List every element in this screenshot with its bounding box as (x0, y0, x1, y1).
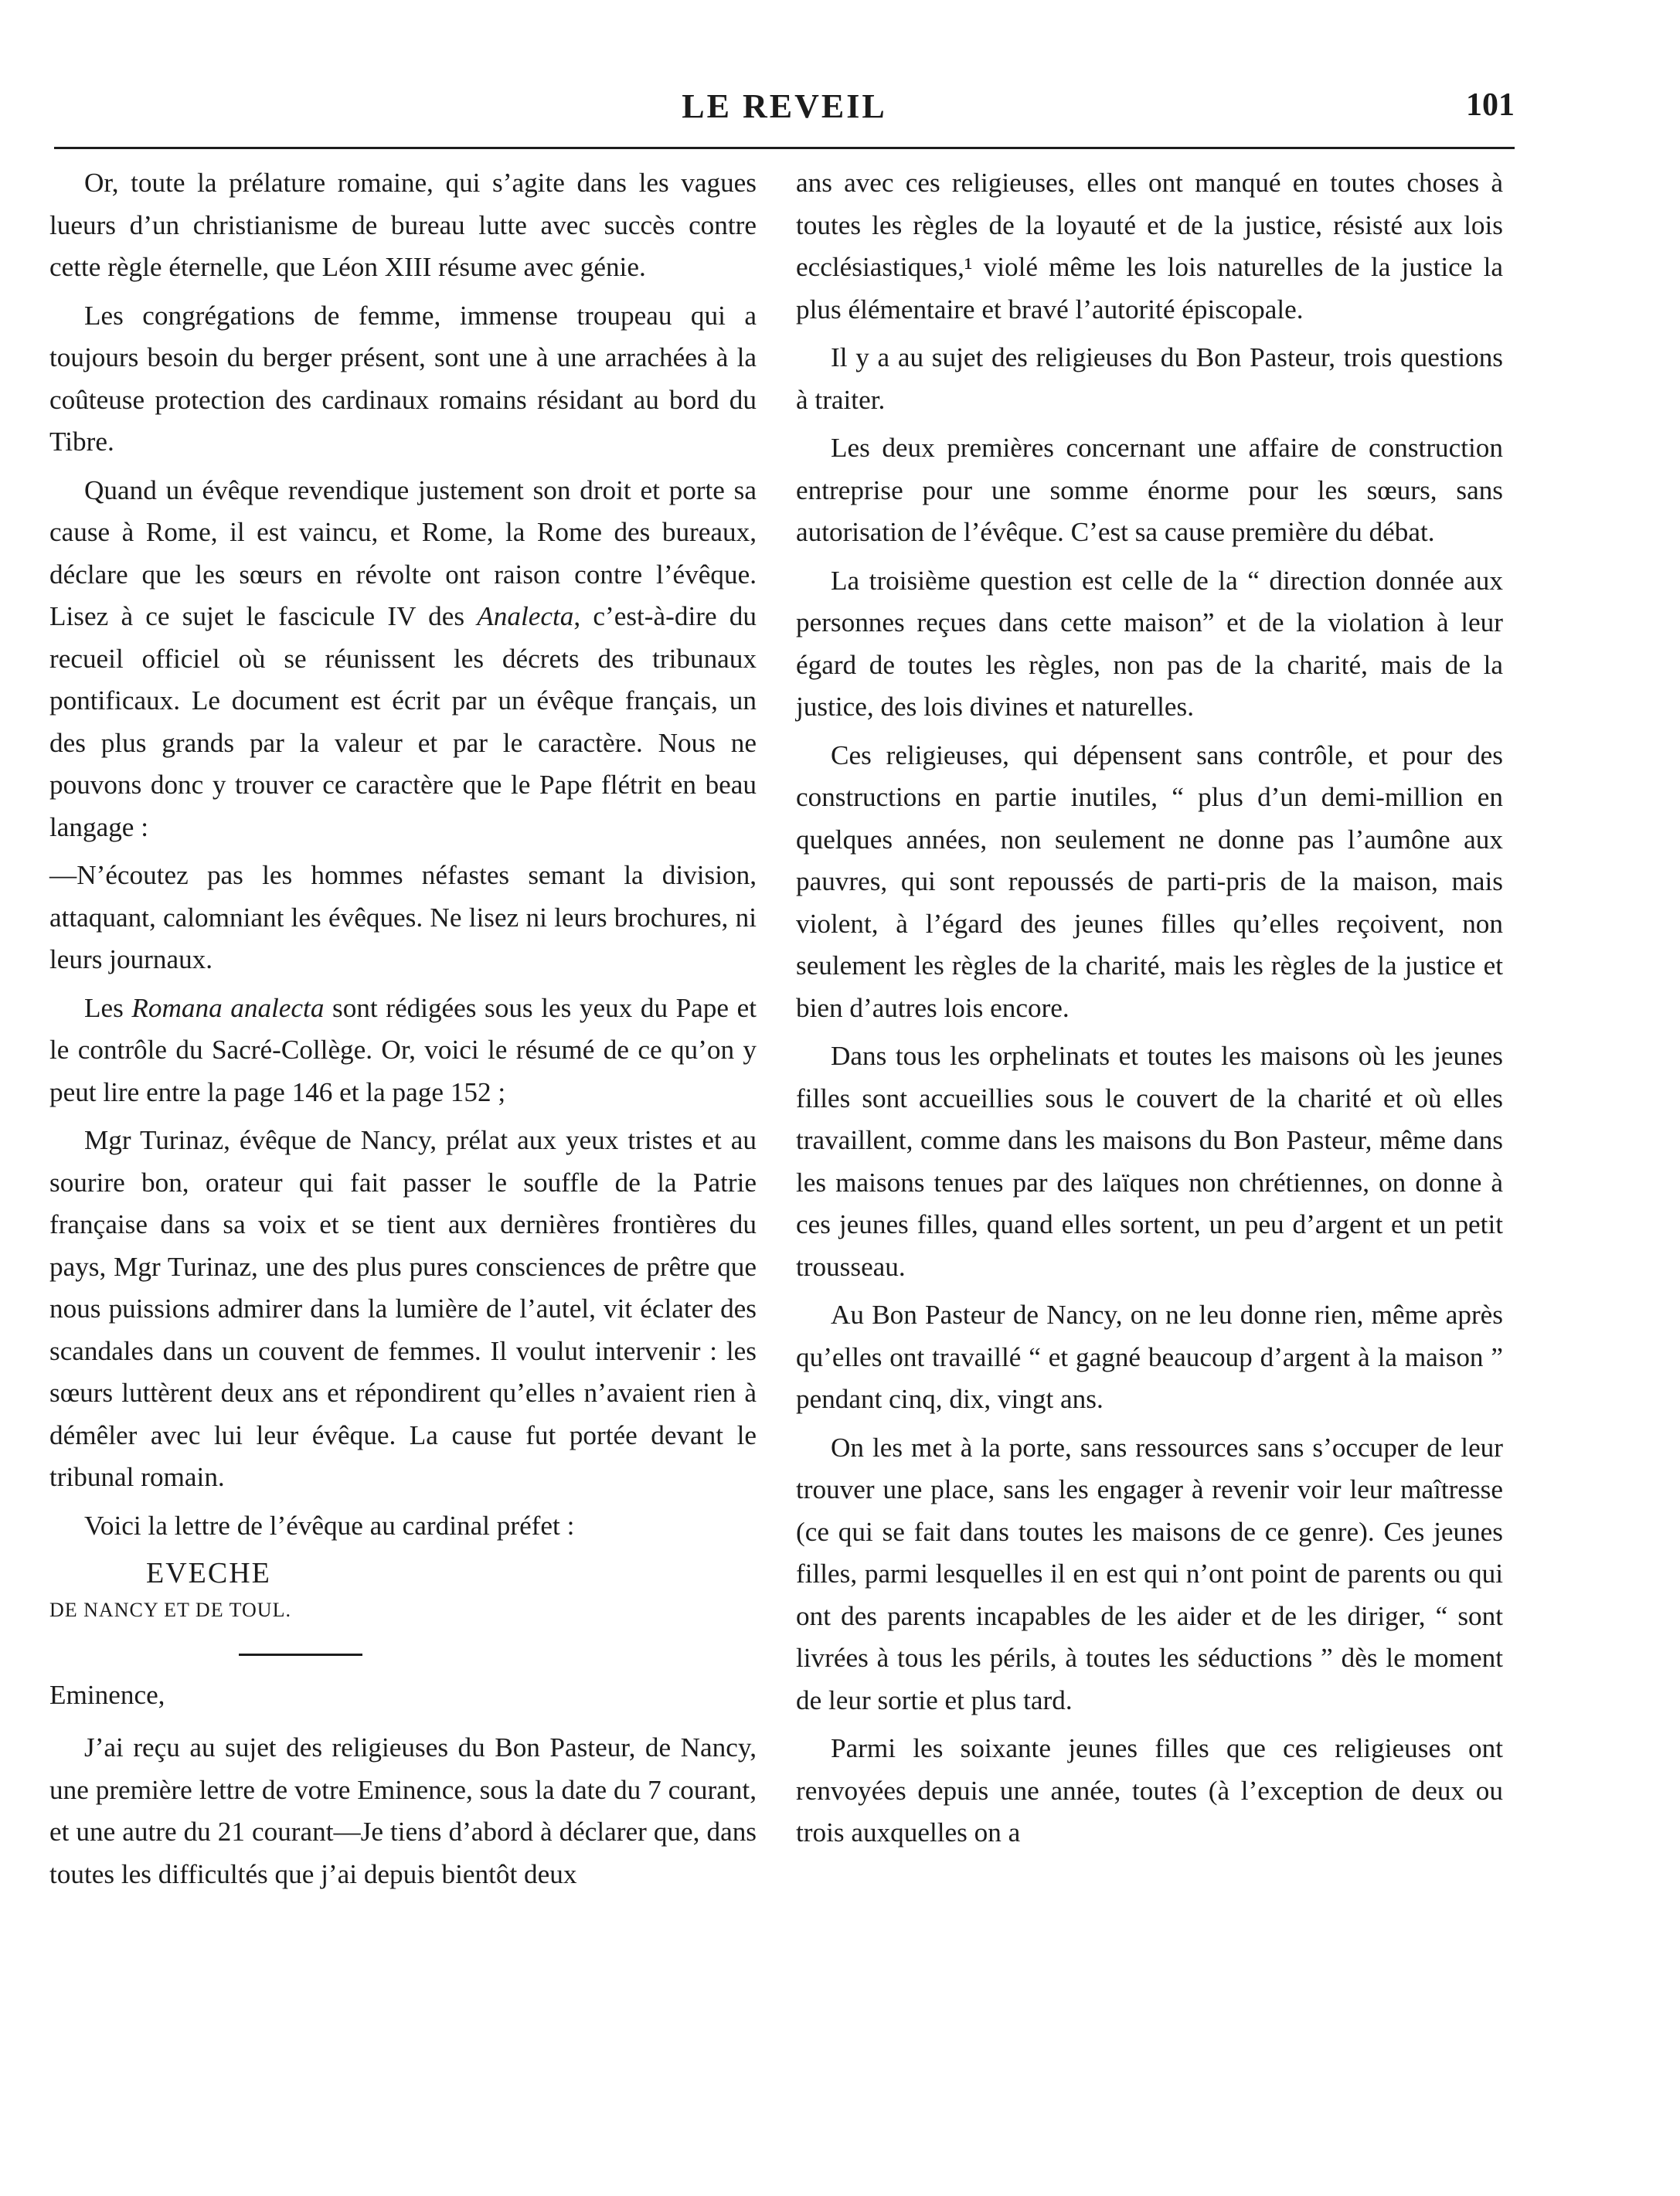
quoted-paragraph: —N’écoutez pas les hommes néfastes semant la division, attaquant, calomniant les évêques. Ne lisez ni leurs brochures, ni leurs journaux. (49, 860, 757, 974)
page-number: 101 (1466, 87, 1515, 123)
right-column (796, 162, 1503, 1861)
paragraph: La troisième question est celle de la “ direction donnée aux personnes reçues dans cette maison” et de la violation à leur égard de toutes les règles, non pas de la charité, mais de la justice, des lois divines et naturelles. (796, 565, 1503, 722)
text-run: Les (84, 992, 132, 1023)
italic-title: Analecta (477, 601, 574, 631)
paragraph: Parmi les soixante jeunes filles que ces religieuses ont renvoyées depuis une année, toutes (à l’exception de deux ou trois auxquelles on a (796, 1733, 1503, 1848)
letterhead-title: EVECHE (146, 1557, 271, 1589)
header-rule (54, 147, 1515, 149)
text-run: Quand un évêque revendique justement son droit et porte sa cause à Rome, il est vaincu, et Rome, la Rome des bureaux, déclare que les sœurs en révolte ont raison contre l’évêque. Lisez à ce sujet le fascicule IV des (49, 474, 757, 631)
paragraph: J’ai reçu au sujet des religieuses du Bon Pasteur, de Nancy, une première lettre de votre Eminence, sous la date du 7 courant, et une autre du 21 courant—Je tiens d’abord à déclarer que, dans toutes les difficultés que j’ai depuis bientôt deux (49, 1732, 757, 1889)
letter-divider (239, 1654, 362, 1656)
paragraph (49, 470, 757, 849)
left-column (49, 162, 757, 1902)
paragraph: Voici la lettre de l’évêque au cardinal préfet : (84, 1510, 575, 1541)
paragraph: ans avec ces religieuses, elles ont manqué en toutes choses à toutes les règles de la loyauté et de la justice, résisté aux lois ecclésiastiques,¹ violé même les lois naturelles de la justice la plus élémentaire et bravé l’autorité épiscopale. (796, 168, 1503, 325)
paragraph: Il y a au sujet des religieuses du Bon Pasteur, trois questions à traiter. (796, 342, 1503, 415)
paragraph: Les deux premières concernant une affaire de construction entreprise pour une somme énorme pour les sœurs, sans autorisation de l’évêque. C’est sa cause première du débat. (796, 433, 1503, 547)
paragraph: Or, toute la prélature romaine, qui s’agite dans les vagues lueurs d’un christianisme de bureau lutte avec succès contre cette règle éternelle, que Léon XIII résume avec génie. (49, 168, 757, 282)
running-title: LE REVEIL (682, 87, 887, 125)
paragraph (49, 988, 757, 1114)
letter-salutation: Eminence, (49, 1680, 165, 1710)
paragraph: Dans tous les orphelinats et toutes les maisons où les jeunes filles sont accueillies sous le couvert de la charité et où elles travaillent, comme dans les maisons du Bon Pasteur, même dans les maisons tenues par des laïques non chrétiennes, on donne à ces jeunes filles, quand elles sortent, un peu d’argent et un petit trousseau. (796, 1041, 1503, 1282)
paragraph: Les congrégations de femme, immense troupeau qui a toujours besoin du berger présent, sont une à une arrachées à la coûteuse protection des cardinaux romains résidant au bord du Tibre. (49, 300, 757, 457)
paragraph: Mgr Turinaz, évêque de Nancy, prélat aux yeux tristes et au sourire bon, orateur qui fait passer le souffle de la Patrie française dans sa voix et se tient aux dernières frontières du pays, Mgr Turinaz, une des plus pures consciences de prêtre que nous puissions admirer dans la lumière de l’autel, vit éclater des scandales dans un couvent de femmes. Il voulut intervenir : les sœurs luttèrent deux ans et répondirent qu’elles n’avaient rien à démêler avec lui leur évêque. La cause fut portée devant le tribunal romain. (49, 1125, 757, 1492)
paragraph: Ces religieuses, qui dépensent sans contrôle, et pour des constructions en partie inutiles, “ plus d’un demi-million en quelques années, non seulement ne donne pas l’aumône aux pauvres, qui sont repoussés de parti-pris de la maison, mais violent, à l’égard des jeunes filles qu’elles reçoivent, non seulement les règles de la charité, mais les règles de la justice et bien d’autres lois encore. (796, 739, 1503, 1023)
text-run: sont rédigées sous les yeux du Pape et le contrôle du Sacré-Collège. Or, voici le résumé de ce qu’on y peut lire entre la page 146 et la page 152 ; (49, 992, 757, 1107)
letterhead-subtitle: DE NANCY ET DE TOUL. (49, 1599, 291, 1621)
paragraph: Au Bon Pasteur de Nancy, on ne leu donne rien, même après qu’elles ont travaillé “ et gagné beaucoup d’argent à la maison ” pendant cinq, dix, vingt ans. (796, 1300, 1503, 1414)
italic-title: Romana analecta (131, 992, 325, 1023)
text-run: , c’est-à-dire du recueil officiel où se réunissent les décrets des tribunaux pontificaux. Le document est écrit par un évêque français, un des plus grands par la valeur et par le caractère. Nous ne pouvons donc y trouver ce caractère que le Pape flétrit en beau langage : (49, 601, 757, 842)
page-header (54, 77, 1515, 139)
paragraph: On les met à la porte, sans ressources sans s’occuper de leur trouver une place, sans les engager à revenir voir leur maîtresse (ce qui se fait dans toutes les maisons de ce genre). Ces jeunes filles, parmi lesquelles il en est qui n’ont point de parents ou qui ont des parents incapables de les aider et de les diriger, “ sont livrées à tous les périls, à toutes les séductions ” dès le moment de leur sortie et plus tard. (796, 1432, 1503, 1715)
